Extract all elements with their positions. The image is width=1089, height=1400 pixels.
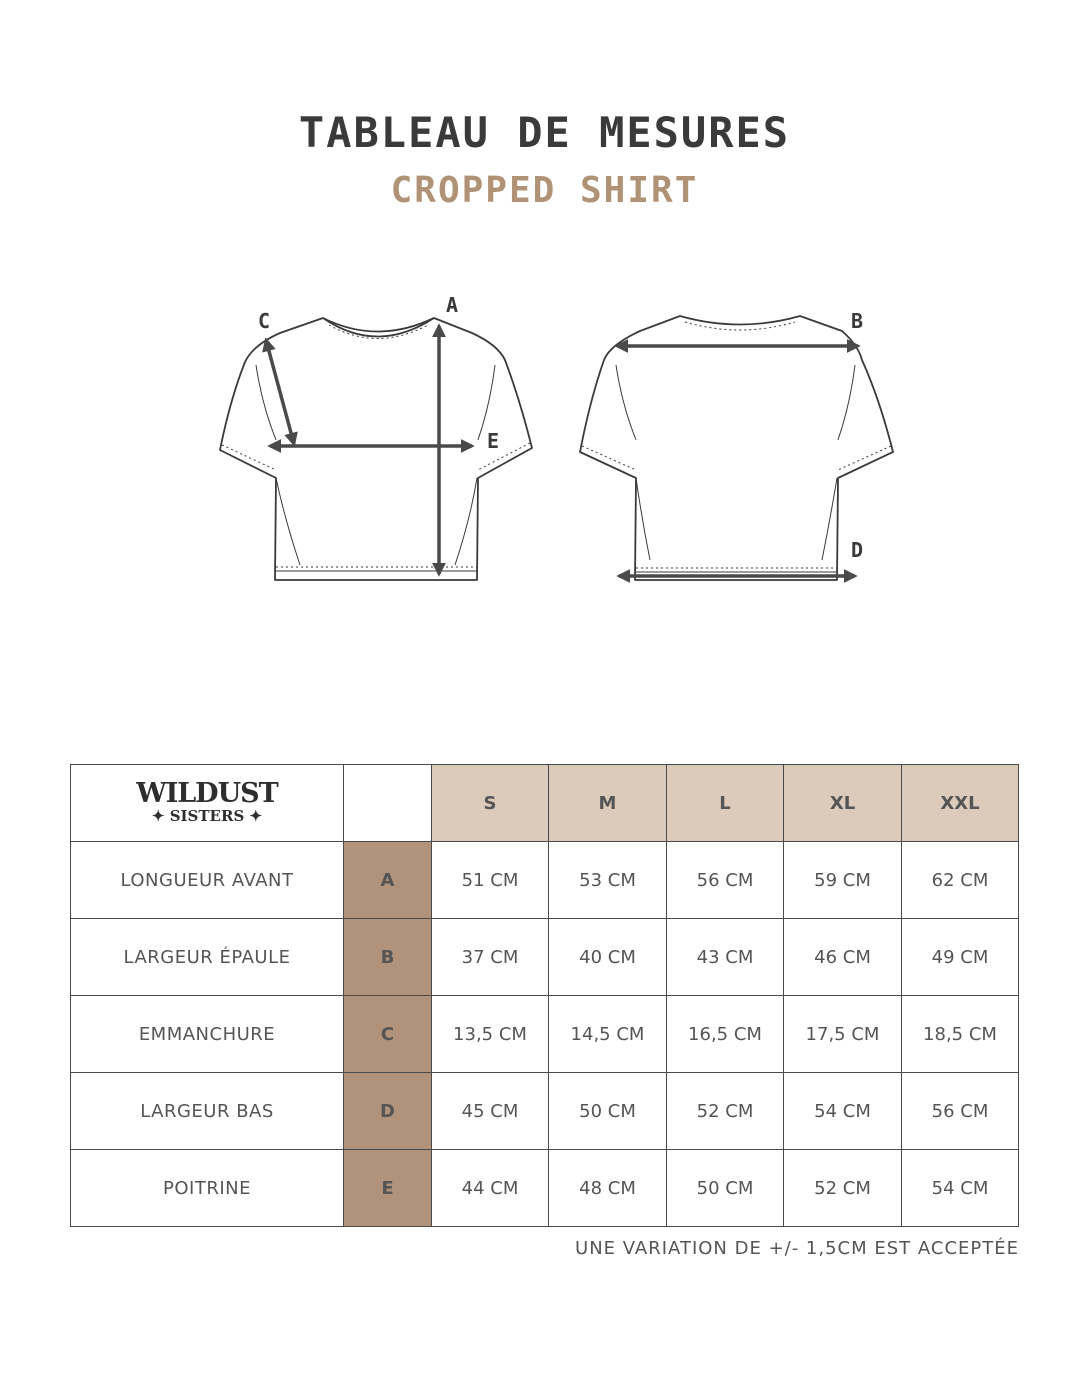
size-value: 17,5 CM	[784, 996, 902, 1073]
size-value: 54 CM	[784, 1073, 902, 1150]
size-value: 50 CM	[667, 1150, 784, 1227]
tolerance-note: UNE VARIATION DE +/- 1,5CM EST ACCEPTÉE	[575, 1238, 1019, 1259]
measure-code: D	[344, 1073, 432, 1150]
size-table	[70, 764, 1019, 1227]
size-value: 37 CM	[432, 919, 549, 996]
label-b: B	[851, 309, 864, 333]
size-value: 53 CM	[549, 842, 667, 919]
measure-name: POITRINE	[71, 1150, 344, 1227]
size-header: XXL	[902, 765, 1019, 842]
measure-code: C	[344, 996, 432, 1073]
blank-header-cell	[344, 765, 432, 842]
front-measure-arrows	[266, 326, 472, 574]
brand-subname: ✦ SISTERS ✦	[151, 807, 263, 825]
table-row	[71, 1150, 1019, 1227]
page-title: TABLEAU DE MESURES	[298, 108, 791, 157]
size-value: 45 CM	[432, 1073, 549, 1150]
front-shirt-outline	[220, 318, 532, 580]
measure-code: E	[344, 1150, 432, 1227]
arrow-c	[266, 340, 294, 444]
table-row	[71, 1073, 1019, 1150]
measure-name: LARGEUR ÉPAULE	[71, 919, 344, 996]
label-d: D	[851, 538, 864, 562]
back-shirt-outline	[580, 316, 893, 580]
size-value: 44 CM	[432, 1150, 549, 1227]
size-value: 14,5 CM	[549, 996, 667, 1073]
size-value: 43 CM	[667, 919, 784, 996]
size-header: L	[667, 765, 784, 842]
size-value: 46 CM	[784, 919, 902, 996]
measure-name: EMMANCHURE	[71, 996, 344, 1073]
size-value: 52 CM	[667, 1073, 784, 1150]
label-e: E	[487, 429, 500, 453]
size-value: 62 CM	[902, 842, 1019, 919]
size-value: 18,5 CM	[902, 996, 1019, 1073]
table-row	[71, 919, 1019, 996]
page-subtitle: CROPPED SHIRT	[390, 170, 699, 211]
size-value: 52 CM	[784, 1150, 902, 1227]
size-value: 16,5 CM	[667, 996, 784, 1073]
measure-name: LONGUEUR AVANT	[71, 842, 344, 919]
brand-name: WILDUST	[136, 778, 278, 809]
size-value: 54 CM	[902, 1150, 1019, 1227]
measure-code: B	[344, 919, 432, 996]
measure-code: A	[344, 842, 432, 919]
label-c: C	[258, 309, 271, 333]
table-row	[71, 996, 1019, 1073]
size-value: 40 CM	[549, 919, 667, 996]
size-value: 56 CM	[667, 842, 784, 919]
shirt-diagram	[0, 280, 1089, 600]
size-value: 56 CM	[902, 1073, 1019, 1150]
size-value: 48 CM	[549, 1150, 667, 1227]
size-value: 49 CM	[902, 919, 1019, 996]
back-measure-arrows	[617, 346, 858, 576]
size-value: 51 CM	[432, 842, 549, 919]
size-value: 59 CM	[784, 842, 902, 919]
measure-name: LARGEUR BAS	[71, 1073, 344, 1150]
size-header: S	[432, 765, 549, 842]
table-header-row	[71, 765, 1019, 842]
size-value: 13,5 CM	[432, 996, 549, 1073]
size-header: XL	[784, 765, 902, 842]
brand-logo	[71, 765, 344, 842]
size-value: 50 CM	[549, 1073, 667, 1150]
label-a: A	[446, 293, 459, 317]
size-header: M	[549, 765, 667, 842]
table-row	[71, 842, 1019, 919]
